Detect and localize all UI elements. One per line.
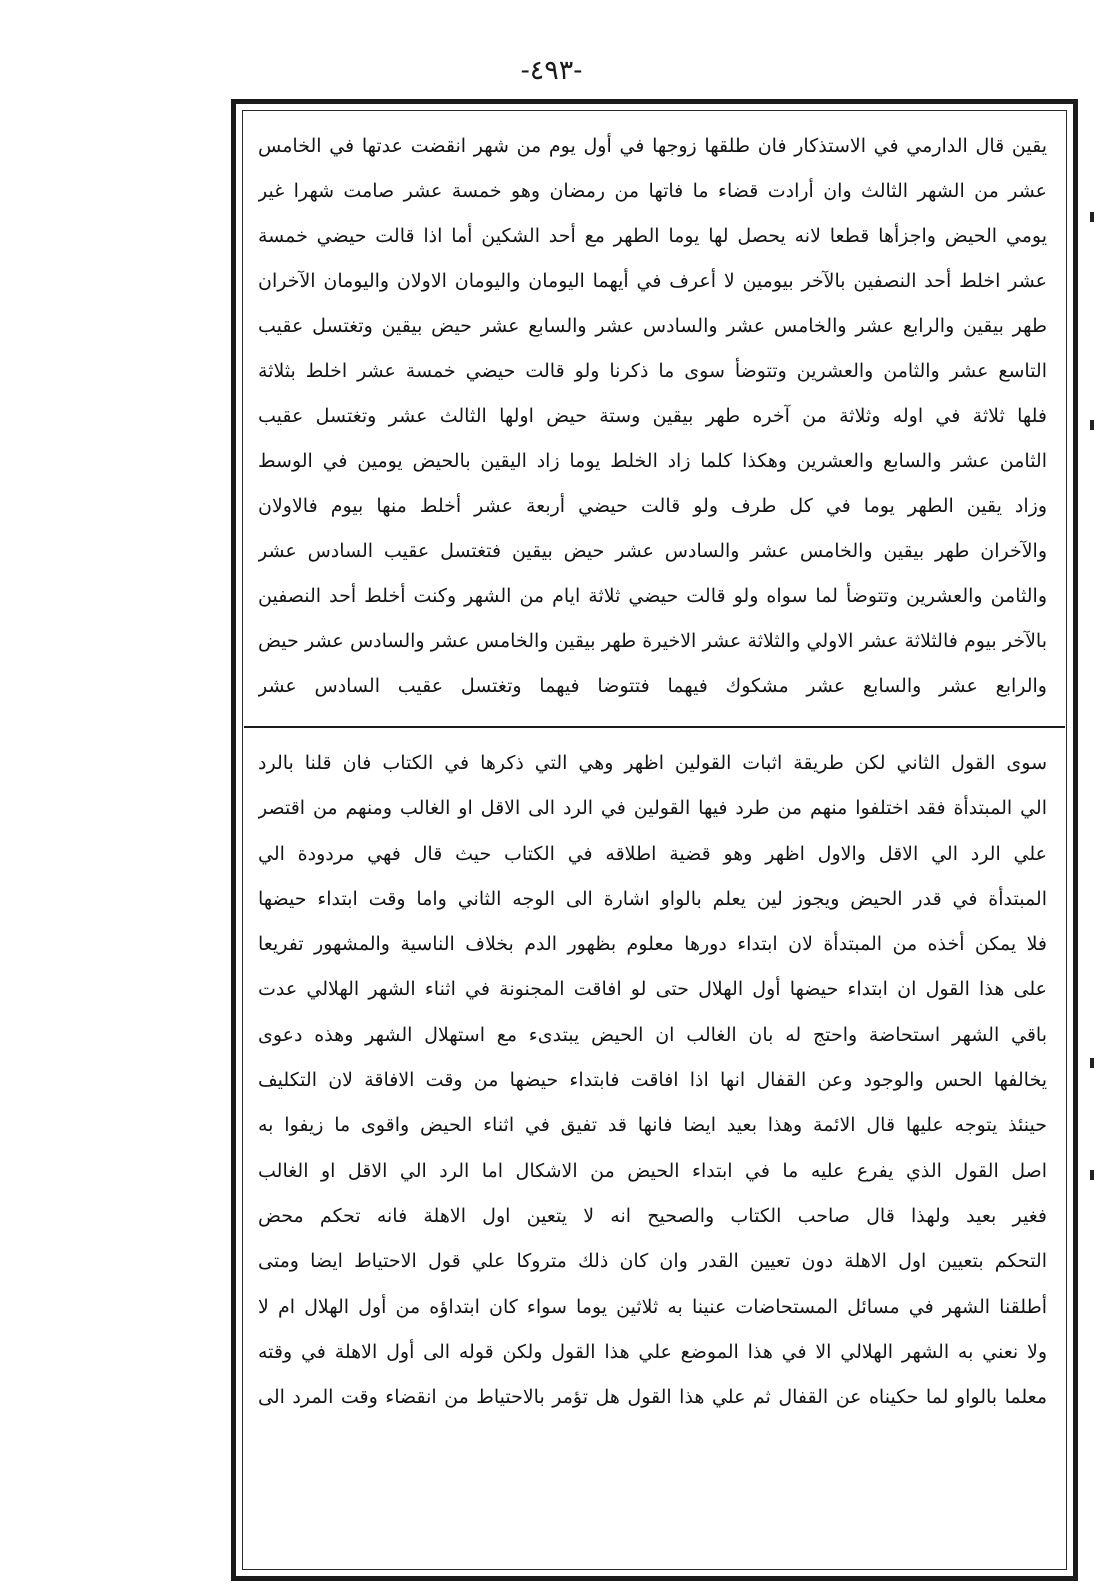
commentary-line: يخالفها الحس والوجود وعن القفال انها اذا افاقت فابتداء حيضها من وقت الافاقة لان التكليف (258, 1069, 1047, 1092)
main-text-line: والثامن والعشرين وتتوضأ لما سواه ولو قالت حيضي ثلاثة ايام من الشهر وكنت أخلط أحد النصفين (258, 585, 1047, 607)
commentary-line: سوى القول الثاني لكن طريقة اثبات القولين اظهر وهي التي ذكرها في الكتاب فان قلنا بالرد (258, 752, 1047, 774)
commentary-line: فلا يمكن أخذه من المبتدأة لان ابتداء دورها معلوم بظهور الدم بخلاف الناسية والمشهور تفريعا (258, 933, 1047, 956)
main-text-line: طهر بيقين والرابع عشر والخامس عشر والسادس عشر والسابع عشر حيض بيقين وتغتسل عقيب (258, 315, 1047, 337)
scan-speck (1090, 1170, 1094, 1180)
commentary-line: على هذا القول ان ابتداء حيضها أول الهلال حتى لو افاقت المجنونة في اثناء الشهر الهلالي عدت (258, 978, 1047, 1001)
commentary-line: اصل القول الذي يفرع عليه ما في ابتداء الحيض من الاشكال اما الرد الي الاقل او الغالب (258, 1159, 1047, 1182)
commentary-line: الي المبتدأة فقد اختلفوا منهم من طرد فيها القولين في الرد الى الاقل او الغالب ومنهم من اقتصر (258, 797, 1047, 820)
main-text-line: عشر اخلط أحد النصفين بالآخر بيومين لا أعرف في أيهما اليومان واليومان الاولان واليومان الآخران (258, 270, 1047, 292)
main-text-line: والرابع عشر والسابع عشر مشكوك فيهما فتتوضا فيهما وتغتسل عقيب السادس عشر (258, 675, 1047, 697)
commentary-line: التحكم بتعيين اول الاهلة دون تعيين القدر وان كان ذلك متروكا علي قول الاحتياط ايضا ومتى (258, 1250, 1047, 1273)
main-text-line: فلها ثلاثة في اوله وثلاثة من آخره طهر بيقين وستة حيض اولها الثالث عشر وتغتسل عقيب (258, 405, 1047, 427)
section-divider (244, 726, 1065, 728)
page-frame (231, 99, 1078, 1581)
commentary-line: حينئذ يتوجه عليها قال الائمة وهذا بعيد ايضا فانها قد تفيق في اثناء الحيض واقوى ما زيفوا به (258, 1114, 1047, 1137)
main-text (258, 124, 1047, 709)
scan-speck (1090, 1058, 1094, 1068)
main-text-line: والآخران طهر بيقين والخامس عشر والسادس عشر حيض بيقين فتغتسل عقيب السادس عشر (258, 540, 1047, 562)
main-text-line: عشر من الشهر الثالث وان أرادت قضاء ما فاتها من رمضان وهو خمسة عشر صامت شهرا غير (258, 180, 1047, 202)
commentary-line: فغير بعيد ولهذا قال صاحب الكتاب والصحيح انه لا يتعين اول الاهلة فانه تحكم محض (258, 1204, 1047, 1227)
main-text-line: يقين قال الدارمي في الاستذكار فان طلقها زوجها في أول يوم من شهر انقضت عدتها في الخامس (258, 135, 1047, 157)
main-text-line: بالآخر بيوم فالثلاثة عشر الاولي والثلاثة عشر الاخيرة طهر بيقين والخامس عشر والسادس عشر حيض (258, 630, 1047, 652)
commentary-text (258, 741, 1047, 1420)
commentary-line: باقي الشهر استحاضة واحتج له بان الغالب ان الحيض يبتدىء مع استهلال الشهر وهذه دعوى (258, 1023, 1047, 1046)
main-text-line: وزاد يقين الطهر يوما في كل طرف ولو قالت حيضي أربعة عشر أخلط منها بيوم فالاولان (258, 495, 1047, 517)
commentary-line: المبتدأة في قدر الحيض ويجوز لين يعلم بالواو اشارة الى الوجه الثاني واما وقت ابتداء حيضها (258, 887, 1047, 910)
commentary-line: ولا نعني به الشهر الهلالي الا في هذا الموضع علي هذا القول ولكن قوله الى أول الاهلة في وقته (258, 1340, 1047, 1363)
page-number: -٤٩٣- (520, 55, 583, 86)
main-text-line: يومي الحيض واجزأها قطعا لانه يحصل لها يوما الطهر مع أحد الشكين أما اذا قالت حيضي خمسة (258, 225, 1047, 247)
commentary-line: معلما بالواو لما حكيناه عن القفال ثم علي هذا القول هل تؤمر بالاحتياط من انقضاء وقت المرد الى (258, 1386, 1047, 1409)
main-text-line: التاسع عشر والثامن والعشرين وتتوضأ سوى ما ذكرنا ولو قالت حيضي خمسة عشر اخلط بثلاثة (258, 360, 1047, 382)
scan-speck (1090, 420, 1094, 430)
commentary-line: علي الرد الي الاقل والاول اظهر وهو قضية اطلاقه في الكتاب حيث قال فهي مردودة الي (258, 842, 1047, 865)
commentary-line: أطلقنا الشهر في مسائل المستحاضات عنينا به ثلاثين يوما سواء كان ابتداؤه من أول الهلال ام لا (258, 1295, 1047, 1318)
main-text-line: الثامن عشر والسابع والعشرين وهكذا كلما زاد الخلط يوما زاد اليقين بالحيض يومين في الوسط (258, 450, 1047, 472)
scan-speck (1090, 212, 1094, 222)
